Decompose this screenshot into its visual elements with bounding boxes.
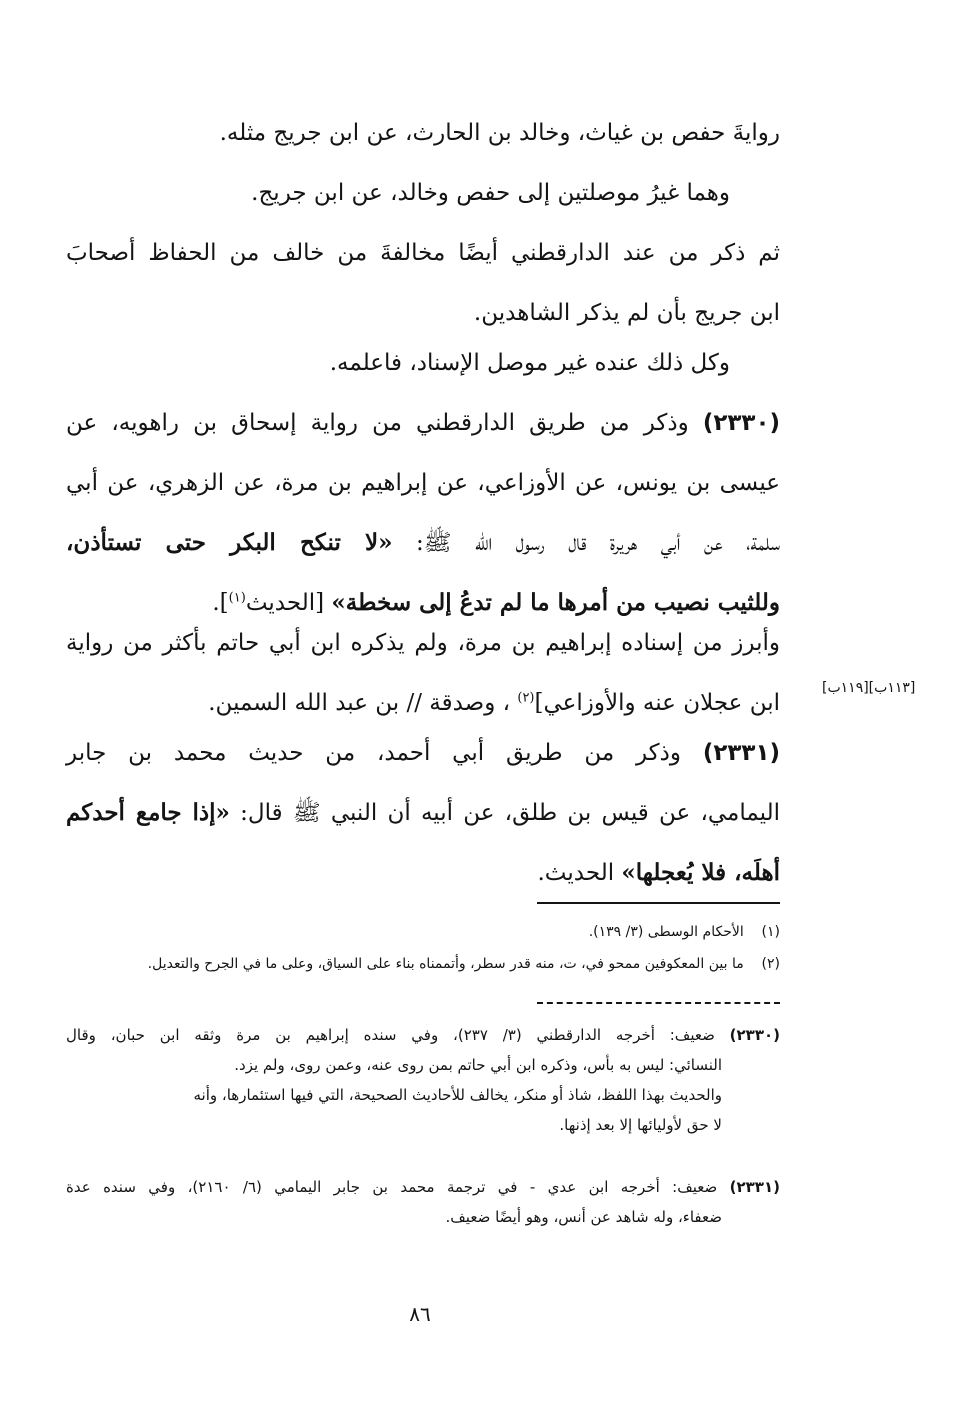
text-segment: ضعيف: أخرجه الدارقطني (٣/ ٢٣٧)، وفي سنده إبراهيم بن مرة وثقه ابن حبان، وقال	[66, 1026, 715, 1044]
text-segment: ابن عجلان عنه والأوزاعي]	[534, 690, 780, 716]
text-segment: ضعيف: أخرجه ابن عدي - في ترجمة محمد بن جابر اليمامي (٦/ ٢١٦٠)، وفي سنده عدة	[66, 1178, 718, 1196]
text-segment: وذكر من طريق أبي أحمد، من حديث محمد بن جابر	[66, 740, 681, 766]
text-segment: ، وصدقة // بن عبد الله السمين.	[208, 690, 511, 716]
paragraph	[66, 118, 780, 148]
text-line: ضعفاء، وله شاهد عن أنس، وهو أيضًا ضعيف.	[445, 1208, 722, 1226]
footnote-text: الأحكام الوسطى (٣/ ١٣٩).	[588, 924, 744, 940]
hadith-number: (٢٣٣١)	[702, 740, 780, 766]
hadith-number: (٢٣٣٠)	[702, 410, 781, 436]
text-line: وكل ذلك عنده غير موصل الإسناد، فاعلمه.	[329, 350, 730, 376]
commentary-2331	[66, 1176, 780, 1228]
text-line: وهما غيرُ موصلتين إلى حفص وخالد، عن ابن جريج.	[251, 180, 730, 206]
text-line	[66, 408, 780, 438]
text-line	[66, 738, 780, 768]
text-line: والحديث بهذا اللفظ، شاذ أو منكر، يخالف للأحاديث الصحيحة، التي فيها استئمارها، وأنه	[193, 1086, 722, 1104]
hadith-2330	[66, 408, 780, 618]
text-segment: [الحديث	[245, 590, 325, 616]
hadith-quote: «لا تنكح البكر حتى تستأذن،	[66, 529, 393, 556]
page-number: ٨٦	[409, 1302, 431, 1326]
paragraph	[66, 348, 780, 378]
footnote-number: (١)	[761, 924, 780, 940]
text-line: النسائي: ليس به بأس، وذكره ابن أبي حاتم بمن روى عنه، وعمن روى، ولم يزد.	[234, 1056, 722, 1074]
text-line	[66, 858, 780, 888]
text-segment: وذكر من طريق الدارقطني من رواية إسحاق بن راهويه، عن	[66, 410, 689, 436]
footnote	[100, 954, 780, 974]
manuscript-folio-marker: [١١٩ب][١١٣ب]	[822, 680, 916, 696]
footnote-ref[interactable]: (٢)	[517, 690, 535, 706]
text-segment: سلمة، عن أبي هريرة قال رسول الله ﷺ:	[415, 530, 780, 556]
text-line: ثم ذكر من عند الدارقطني أيضًا مخالفةَ من خالف من الحفاظ أصحابَ	[66, 240, 780, 266]
commentary-number: (٢٣٣١)	[729, 1178, 780, 1196]
paragraph	[66, 238, 780, 328]
text-line: روايةَ حفص بن غياث، وخالد بن الحارث، عن ابن جريج مثله.	[219, 120, 780, 146]
text-segment: الحديث.	[537, 860, 615, 886]
hadith-quote: أهلَه، فلا يُعجلها»	[621, 859, 780, 886]
footnote-divider	[537, 902, 780, 904]
text-line: ابن جريج بأن لم يذكر الشاهدين.	[473, 300, 780, 326]
text-line	[66, 688, 780, 718]
text-line	[66, 1024, 780, 1046]
text-line	[66, 588, 780, 618]
text-line: وأبرز من إسناده إبراهيم بن مرة، ولم يذكره ابن أبي حاتم بأكثر من رواية	[66, 630, 780, 656]
footnote	[100, 922, 780, 942]
text-line: لا حق لأوليائها إلا بعد إذنها.	[559, 1116, 722, 1134]
text-line: عيسى بن يونس، عن الأوزاعي، عن إبراهيم بن مرة، عن الزهري، عن أبي	[66, 470, 780, 496]
text-segment: ].	[212, 590, 229, 616]
text-line	[66, 798, 780, 828]
commentary-2330	[66, 1024, 780, 1136]
text-segment: اليمامي، عن قيس بن طلق، عن أبيه أن النبي ﷺ قال:	[240, 800, 780, 826]
commentary-divider	[537, 1002, 780, 1004]
footnote-text: ما بين المعكوفين ممحو في، ت، منه قدر سطر، وأتممناه بناء على السياق، وعلى ما في الجرح والتعديل.	[147, 956, 744, 972]
hadith-2331	[66, 738, 780, 888]
hadith-quote: وللثيب نصيب من أمرها ما لم تدعُ إلى سخطة»	[331, 589, 780, 616]
paragraph	[66, 178, 780, 208]
hadith-quote: «إذا جامع أحدكم	[66, 799, 230, 826]
footnote-number: (٢)	[761, 956, 780, 972]
paragraph	[66, 628, 780, 718]
commentary-number: (٢٣٣٠)	[729, 1026, 780, 1044]
text-line	[66, 1176, 780, 1198]
footnote-ref[interactable]: (١)	[228, 590, 246, 606]
text-line	[66, 528, 780, 558]
